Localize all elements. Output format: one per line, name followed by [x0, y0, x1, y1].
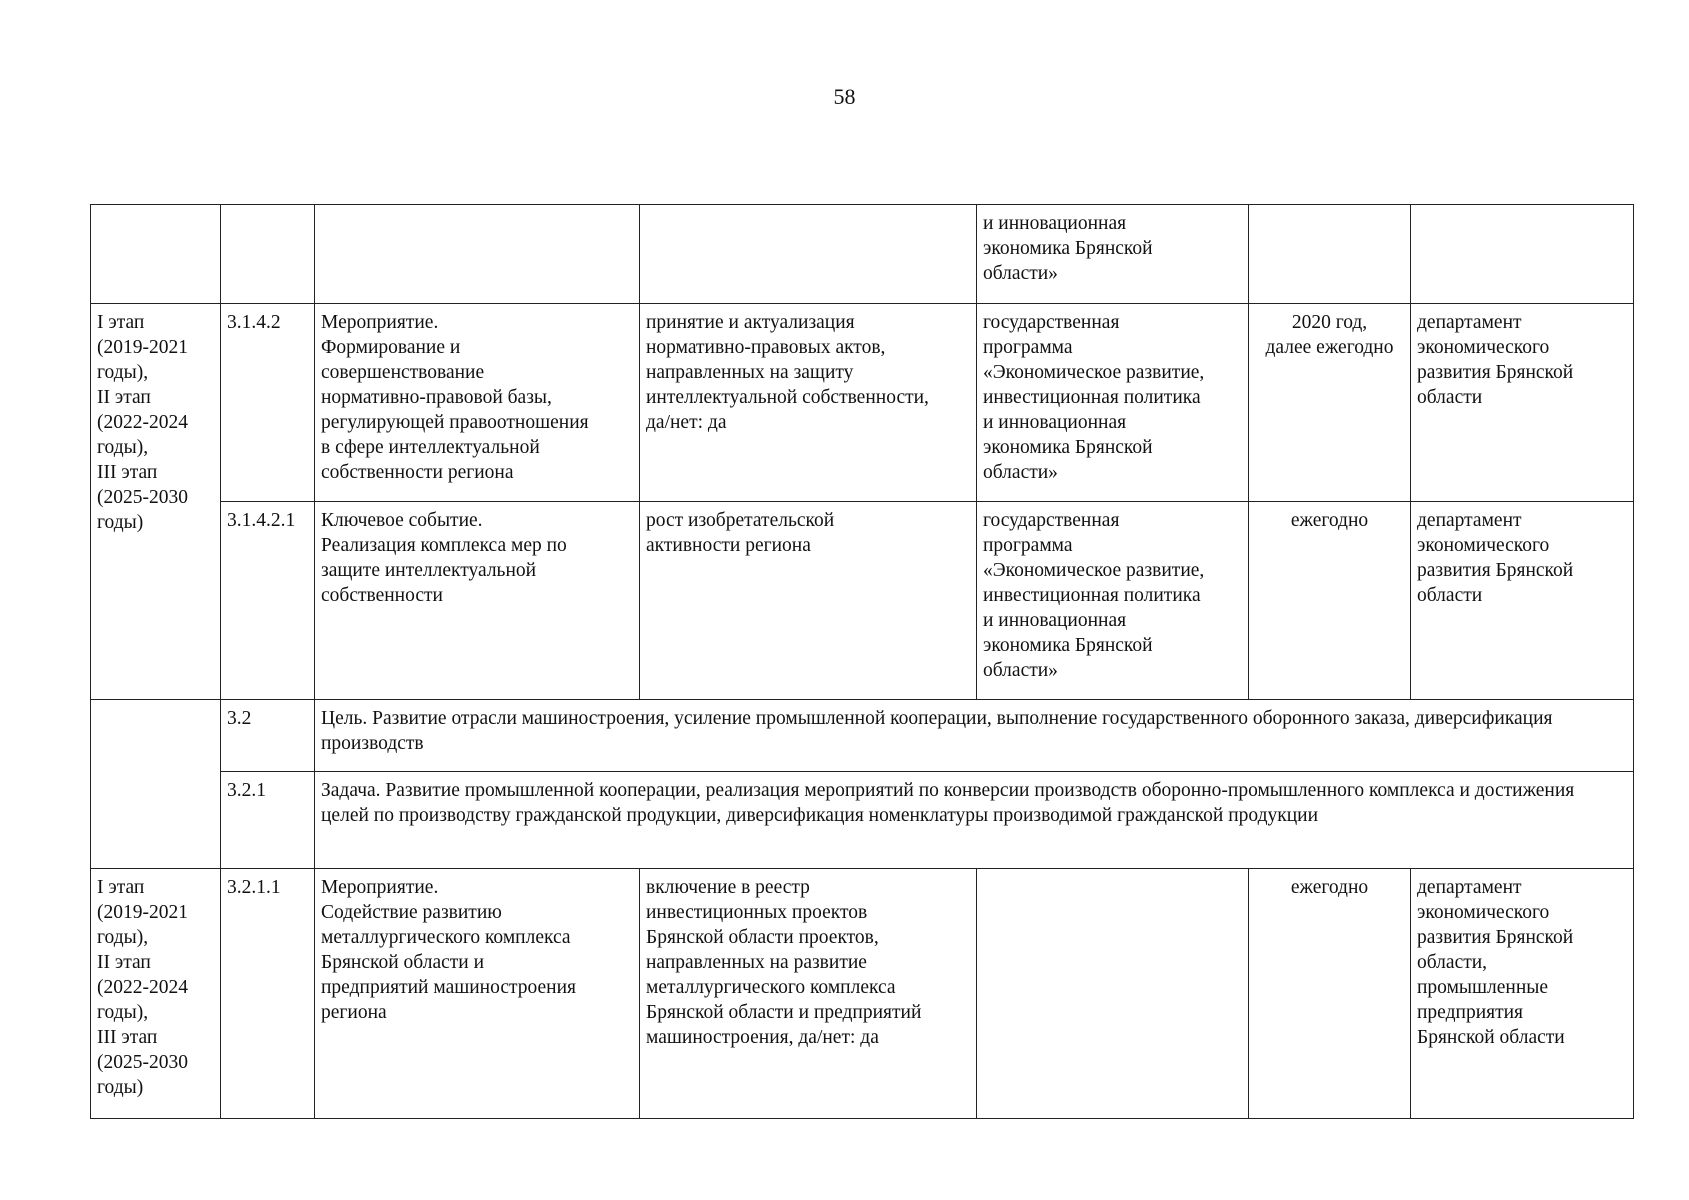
goal-text-cell: Цель. Развитие отрасли машиностроения, усиление промышленной кооперации, выполнение государственного оборонного заказа, диверсификация производств: [315, 700, 1634, 772]
executor-cell: департамент экономического развития Брянской области: [1411, 304, 1634, 502]
table-row: [91, 502, 1634, 700]
number-cell: [221, 205, 315, 304]
term-cell: ежегодно: [1249, 502, 1411, 700]
term-cell: ежегодно: [1249, 869, 1411, 1119]
indicator-cell: рост изобретательской активности региона: [640, 502, 977, 700]
indicator-cell: [640, 205, 977, 304]
table-row: [91, 700, 1634, 772]
indicator-cell: принятие и актуализация нормативно-правовых актов, направленных на защиту интеллектуальной собственности, да/нет: да: [640, 304, 977, 502]
stage-cell: [91, 205, 221, 304]
executor-cell: департамент экономического развития Брянской области: [1411, 502, 1634, 700]
table-row: [91, 304, 1634, 502]
name-cell: [315, 205, 640, 304]
stage-cell: [91, 700, 221, 869]
indicator-cell: включение в реестр инвестиционных проектов Брянской области проектов, направленных на развитие металлургического комплекса Брянской области и предприятий машиностроения, да/нет: да: [640, 869, 977, 1119]
number-cell: 3.2.1: [221, 772, 315, 869]
number-cell: 3.2.1.1: [221, 869, 315, 1119]
executor-cell: [1411, 205, 1634, 304]
table-row: [91, 869, 1634, 1119]
task-text-cell: Задача. Развитие промышленной кооперации, реализация мероприятий по конверсии производств оборонно-промышленного комплекса и достижения целей по производству гражданской продукции, диверсификация номенклатуры производимой гражданской продукции: [315, 772, 1634, 869]
number-cell: 3.1.4.2: [221, 304, 315, 502]
table-row: [91, 205, 1634, 304]
program-cell: и инновационная экономика Брянской области»: [977, 205, 1249, 304]
number-cell: 3.1.4.2.1: [221, 502, 315, 700]
table-row: [91, 772, 1634, 869]
program-cell: государственная программа «Экономическое развитие, инвестиционная политика и инновационная экономика Брянской области»: [977, 304, 1249, 502]
program-cell: государственная программа «Экономическое развитие, инвестиционная политика и инновационная экономика Брянской области»: [977, 502, 1249, 700]
name-cell: Мероприятие. Формирование и совершенствование нормативно-правовой базы, регулирующей правоотношения в сфере интеллектуальной собственности региона: [315, 304, 640, 502]
name-cell: Ключевое событие. Реализация комплекса мер по защите интеллектуальной собственности: [315, 502, 640, 700]
executor-cell: департамент экономического развития Брянской области, промышленные предприятия Брянской области: [1411, 869, 1634, 1119]
program-cell: [977, 869, 1249, 1119]
number-cell: 3.2: [221, 700, 315, 772]
stage-cell: I этап (2019-2021 годы), II этап (2022-2024 годы), III этап (2025-2030 годы): [91, 869, 221, 1119]
name-cell: Мероприятие. Содействие развитию металлургического комплекса Брянской области и предприятий машиностроения региона: [315, 869, 640, 1119]
plan-table: [90, 204, 1634, 1119]
term-cell: 2020 год, далее ежегодно: [1249, 304, 1411, 502]
term-cell: [1249, 205, 1411, 304]
stage-cell: I этап (2019-2021 годы), II этап (2022-2024 годы), III этап (2025-2030 годы): [91, 304, 221, 700]
page-number: 58: [833, 84, 856, 109]
